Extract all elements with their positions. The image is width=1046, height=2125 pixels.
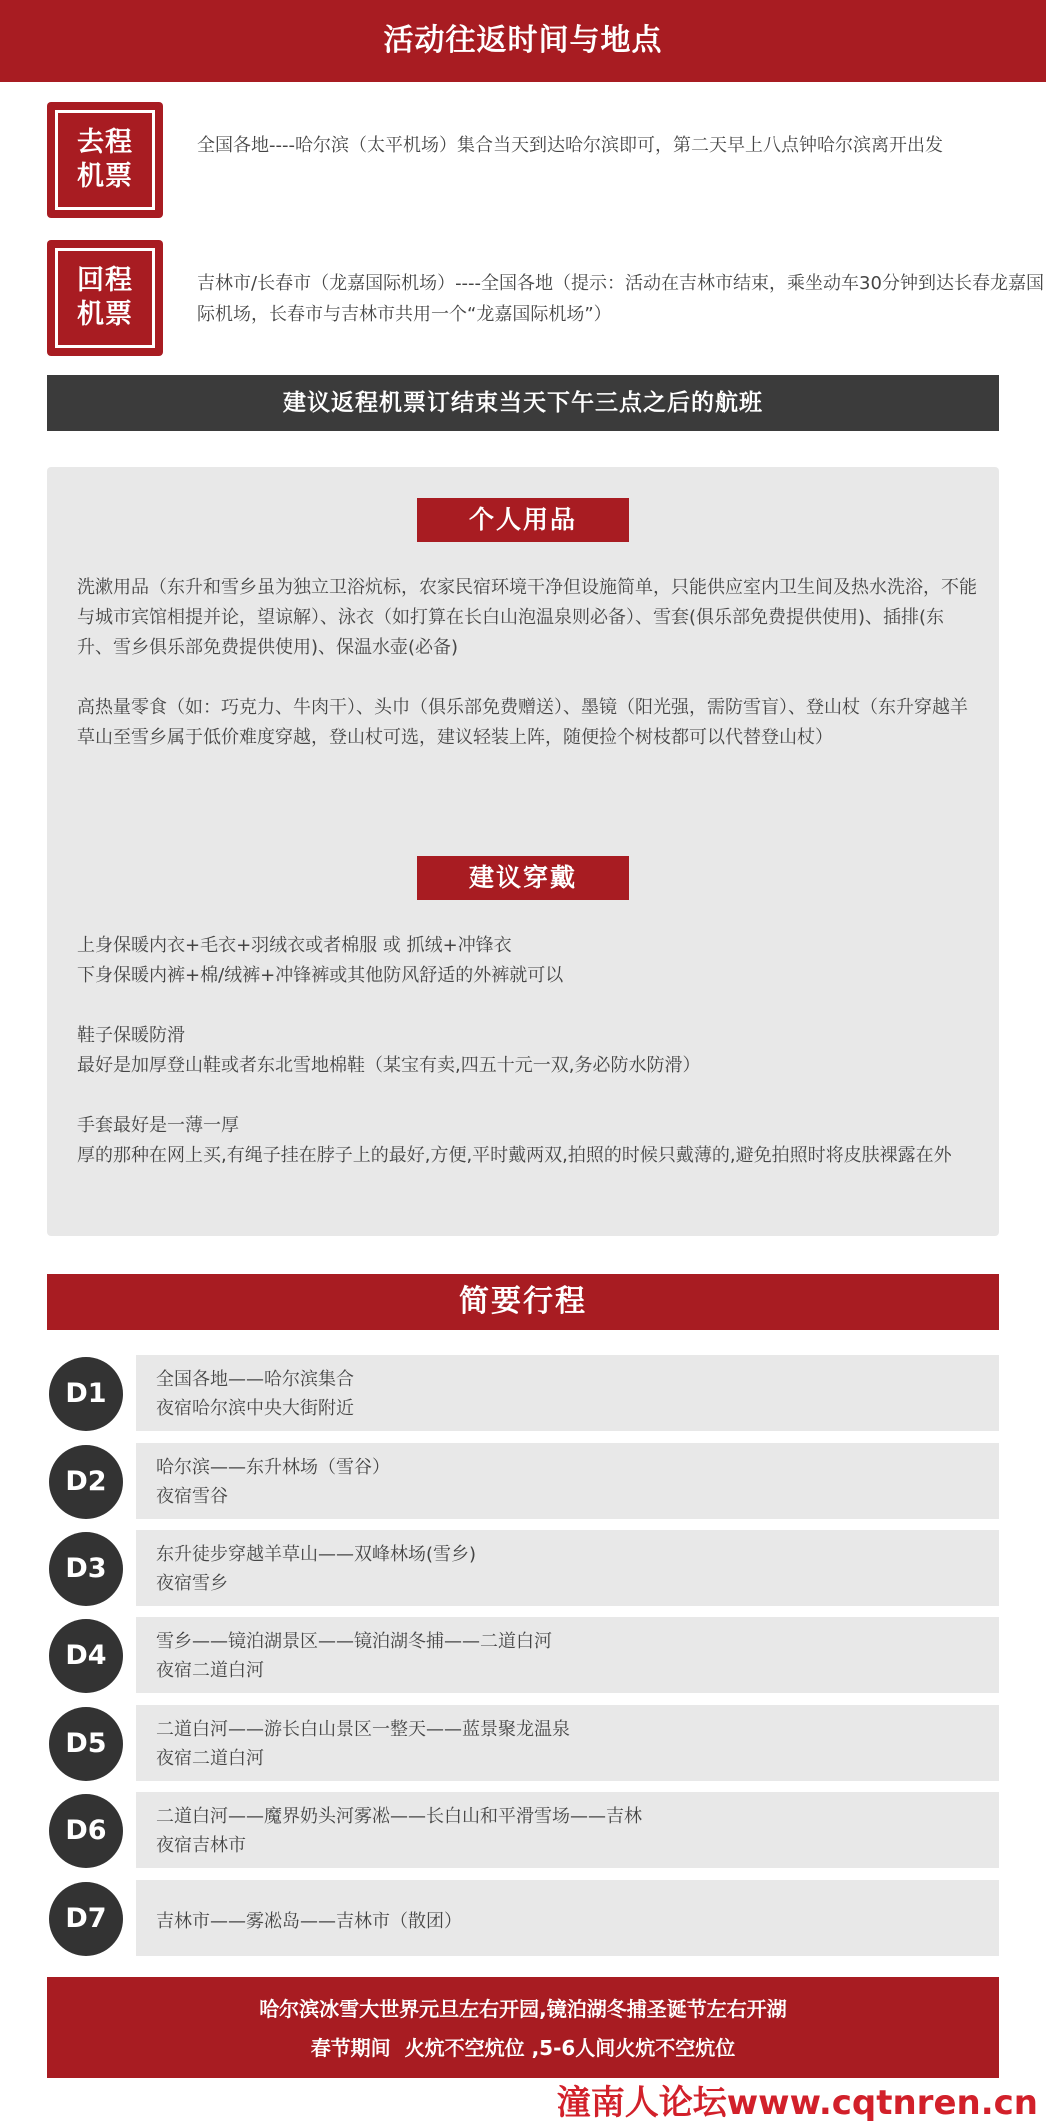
day-lodging: 夜宿二道白河	[156, 1748, 264, 1769]
footer-notice	[47, 1977, 999, 2078]
outbound-badge-line1: 去程	[77, 127, 133, 158]
itinerary-day-1	[47, 1355, 999, 1431]
outbound-ticket-text: 全国各地----哈尔滨（太平机场）集合当天到达哈尔滨即可，第二天早上八点钟哈尔滨离开出发	[197, 135, 943, 156]
day-lodging: 夜宿哈尔滨中央大街附近	[156, 1398, 354, 1419]
outbound-ticket-badge	[47, 102, 163, 218]
footer-line-1: 哈尔滨冰雪大世界元旦左右开园,镜泊湖冬捕圣诞节左右开湖	[259, 1997, 787, 2021]
day-lodging: 夜宿雪乡	[156, 1573, 228, 1594]
day-badge: D4	[49, 1619, 123, 1693]
day-route: 二道白河——魔界奶头河雾凇——长白山和平滑雪场——吉林	[156, 1806, 642, 1827]
day-badge: D1	[49, 1357, 123, 1431]
gloves-title: 手套最好是一薄一厚	[77, 1115, 239, 1136]
gloves-text: 厚的那种在网上买,有绳子挂在脖子上的最好,方便,平时戴两双,拍照的时候只戴薄的,避免拍照时将皮肤裸露在外	[77, 1145, 952, 1166]
outbound-ticket-section	[47, 102, 1007, 220]
itinerary-day-5	[47, 1705, 999, 1781]
itinerary-day-7	[47, 1880, 999, 1956]
clothing-top: 上身保暖内衣+毛衣+羽绒衣或者棉服 或 抓绒+冲锋衣	[77, 935, 512, 956]
day-badge: D7	[49, 1882, 123, 1956]
return-ticket-section	[47, 240, 1044, 358]
day-badge: D3	[49, 1532, 123, 1606]
itinerary-heading: 简要行程	[47, 1274, 999, 1330]
return-badge-line2: 机票	[77, 299, 133, 330]
personal-items-paragraph-2: 高热量零食（如：巧克力、牛肉干）、头巾（俱乐部免费赠送）、墨镜（阳光强，需防雪盲）、登山杖（东升穿越羊草山至雪乡属于低价难度穿越，登山杖可选，建议轻装上阵，随便捡个树枝都可以代替登山杖）	[77, 697, 968, 748]
page-title: 活动往返时间与地点	[0, 0, 1046, 82]
shoes-title: 鞋子保暖防滑	[77, 1025, 185, 1046]
day-badge: D5	[49, 1707, 123, 1781]
return-badge-line1: 回程	[77, 265, 133, 296]
day-badge: D6	[49, 1794, 123, 1868]
personal-items-text	[77, 573, 977, 753]
day-detail	[136, 1530, 999, 1606]
shoes-text: 最好是加厚登山鞋或者东北雪地棉鞋（某宝有卖,四五十元一双,务必防水防滑）	[77, 1055, 701, 1076]
day-detail	[136, 1355, 999, 1431]
day-route: 东升徒步穿越羊草山——双峰林场(雪乡)	[156, 1544, 477, 1565]
day-badge: D2	[49, 1445, 123, 1519]
day-detail	[136, 1792, 999, 1868]
return-flight-notice: 建议返程机票订结束当天下午三点之后的航班	[47, 375, 999, 431]
itinerary-day-2	[47, 1443, 999, 1519]
itinerary-day-6	[47, 1792, 999, 1868]
day-route: 吉林市——雾凇岛——吉林市（散团）	[156, 1911, 462, 1932]
day-route: 二道白河——游长白山景区一整天——蓝景聚龙温泉	[156, 1719, 570, 1740]
day-lodging: 夜宿二道白河	[156, 1660, 264, 1681]
itinerary-day-4	[47, 1617, 999, 1693]
day-route: 哈尔滨——东升林场（雪谷）	[156, 1457, 390, 1478]
personal-items-heading: 个人用品	[417, 498, 629, 542]
site-watermark: 潼南人论坛www.cqtnren.cn	[556, 2083, 1038, 2123]
return-ticket-badge	[47, 240, 163, 356]
clothing-heading: 建议穿戴	[417, 856, 629, 900]
day-detail	[136, 1880, 999, 1956]
day-lodging: 夜宿雪谷	[156, 1486, 228, 1507]
clothing-bottom: 下身保暖内裤+棉/绒裤+冲锋裤或其他防风舒适的外裤就可以	[77, 965, 564, 986]
day-detail	[136, 1443, 999, 1519]
packing-panel	[47, 467, 999, 1236]
clothing-text	[77, 931, 977, 1171]
day-route: 全国各地——哈尔滨集合	[156, 1369, 354, 1390]
day-detail	[136, 1705, 999, 1781]
day-detail	[136, 1617, 999, 1693]
outbound-badge-line2: 机票	[77, 161, 133, 192]
day-lodging: 夜宿吉林市	[156, 1835, 246, 1856]
footer-line-2: 春节期间 火炕不空炕位 ,5-6人间火炕不空炕位	[310, 2036, 736, 2060]
return-ticket-text: 吉林市/长春市（龙嘉国际机场）----全国各地（提示：活动在吉林市结束，乘坐动车30分钟到达长春龙嘉国际机场，长春市与吉林市共用一个“龙嘉国际机场”）	[197, 273, 1044, 325]
itinerary-day-3	[47, 1530, 999, 1606]
day-route: 雪乡——镜泊湖景区——镜泊湖冬捕——二道白河	[156, 1631, 552, 1652]
personal-items-paragraph-1: 洗漱用品（东升和雪乡虽为独立卫浴炕标，农家民宿环境干净但设施简单，只能供应室内卫生间及热水洗浴，不能与城市宾馆相提并论，望谅解）、泳衣（如打算在长白山泡温泉则必备）、雪套(俱乐部免费提供使用)、插排(东升、雪乡俱乐部免费提供使用)、保温水壶(必备)	[77, 577, 977, 658]
